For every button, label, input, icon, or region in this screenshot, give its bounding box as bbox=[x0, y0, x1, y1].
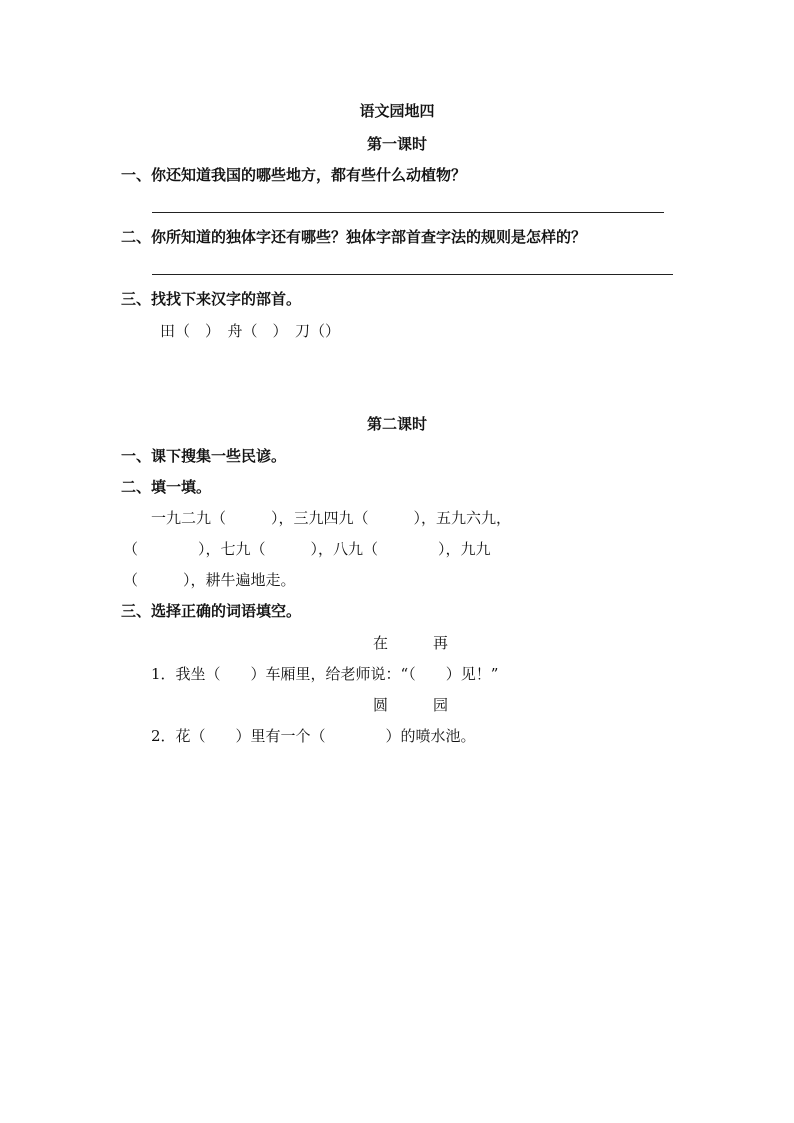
word-choice-2: 圆 园 bbox=[373, 696, 449, 714]
sentence-2: 2．花（ ）里有一个（ ）的喷水池。 bbox=[151, 727, 476, 745]
fill-line-3: （ ），耕牛遍地走。 bbox=[123, 571, 296, 589]
lesson1-question-1: 一、你还知道我国的哪些地方，都有些什么动植物？ bbox=[121, 166, 467, 184]
sentence-1: 1．我坐（ ）车厢里，给老师说：“（ ）见！” bbox=[151, 665, 499, 683]
answer-line-2 bbox=[152, 274, 673, 275]
lesson2-question-2: 二、填一填。 bbox=[121, 478, 212, 496]
lesson2-question-3: 三、选择正确的词语填空。 bbox=[121, 602, 302, 620]
page-title: 语文园地四 bbox=[359, 102, 435, 120]
radical-items: 田（ ） 舟（ ） 刀（） bbox=[160, 322, 341, 340]
lesson1-question-3: 三、找找下来汉字的部首。 bbox=[121, 290, 302, 308]
lesson1-question-2: 二、你所知道的独体字还有哪些？独体字部首查字法的规则是怎样的？ bbox=[121, 228, 587, 246]
fill-line-1: 一九二九（ ），三九四九（ ），五九六九， bbox=[151, 509, 512, 527]
word-choice-1: 在 再 bbox=[373, 634, 449, 652]
lesson2-heading: 第二课时 bbox=[366, 415, 427, 433]
lesson2-question-1: 一、课下搜集一些民谚。 bbox=[121, 447, 287, 465]
lesson1-heading: 第一课时 bbox=[366, 135, 427, 153]
fill-line-2: （ ），七九（ ），八九（ ），九九 bbox=[123, 540, 491, 558]
answer-line-1 bbox=[152, 212, 664, 213]
